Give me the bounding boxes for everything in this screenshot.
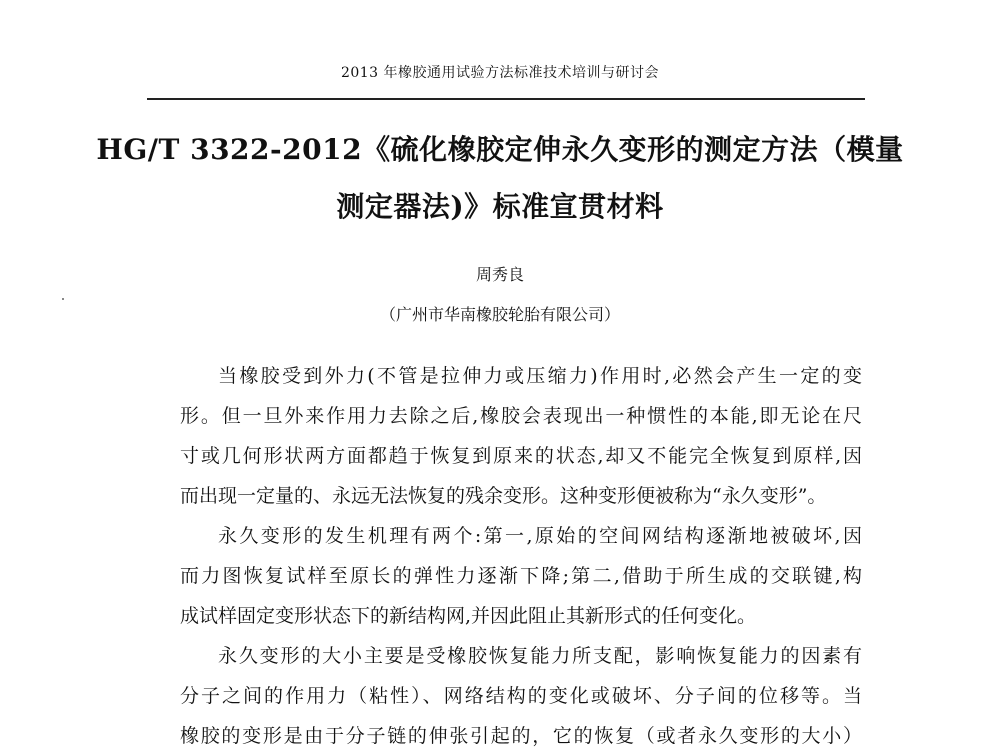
- body-line: 形。但一旦外来作用力去除之后,橡胶会表现出一种惯性的本能,即无论在尺: [180, 405, 862, 427]
- scan-speck: [62, 298, 64, 300]
- body-line: 永久变形的大小主要是受橡胶恢复能力所支配，影响恢复能力的因素有: [218, 645, 862, 667]
- author-name: 周秀良: [475, 265, 524, 284]
- body-line: 永久变形的发生机理有两个:第一,原始的空间网结构逐渐地被破坏,因: [218, 525, 862, 547]
- body-line: 而出现一定量的、永远无法恢复的残余变形。这种变形便被称为“永久变形”。: [180, 485, 827, 507]
- body-line: 当橡胶受到外力(不管是拉伸力或压缩力)作用时,必然会产生一定的变: [218, 365, 862, 387]
- body-line: 而力图恢复试样至原长的弹性力逐渐下降;第二,借助于所生成的交联键,构: [180, 565, 862, 587]
- body-line: 寸或几何形状两方面都趋于恢复到原来的状态,却又不能完全恢复到原样,因: [180, 445, 862, 467]
- document-title-line-1: HG/T 3322-2012《硫化橡胶定伸永久变形的测定方法（模量: [96, 133, 904, 166]
- header-divider: [147, 98, 865, 100]
- body-line: 成试样固定变形状态下的新结构网,并因此阻止其新形式的任何变化。: [180, 605, 757, 627]
- document-title-line-2: 测定器法)》标准宣贯材料: [336, 190, 664, 223]
- running-header: 2013 年橡胶通用试验方法标准技术培训与研讨会: [340, 65, 660, 81]
- author-affiliation: （广州市华南橡胶轮胎有限公司）: [379, 305, 620, 324]
- body-line: 橡胶的变形是由于分子链的伸张引起的，它的恢复（或者永久变形的大小）: [180, 725, 862, 747]
- body-text: [180, 356, 862, 751]
- body-line: 分子之间的作用力（粘性）、网络结构的变化或破坏、分子间的位移等。当: [180, 685, 862, 707]
